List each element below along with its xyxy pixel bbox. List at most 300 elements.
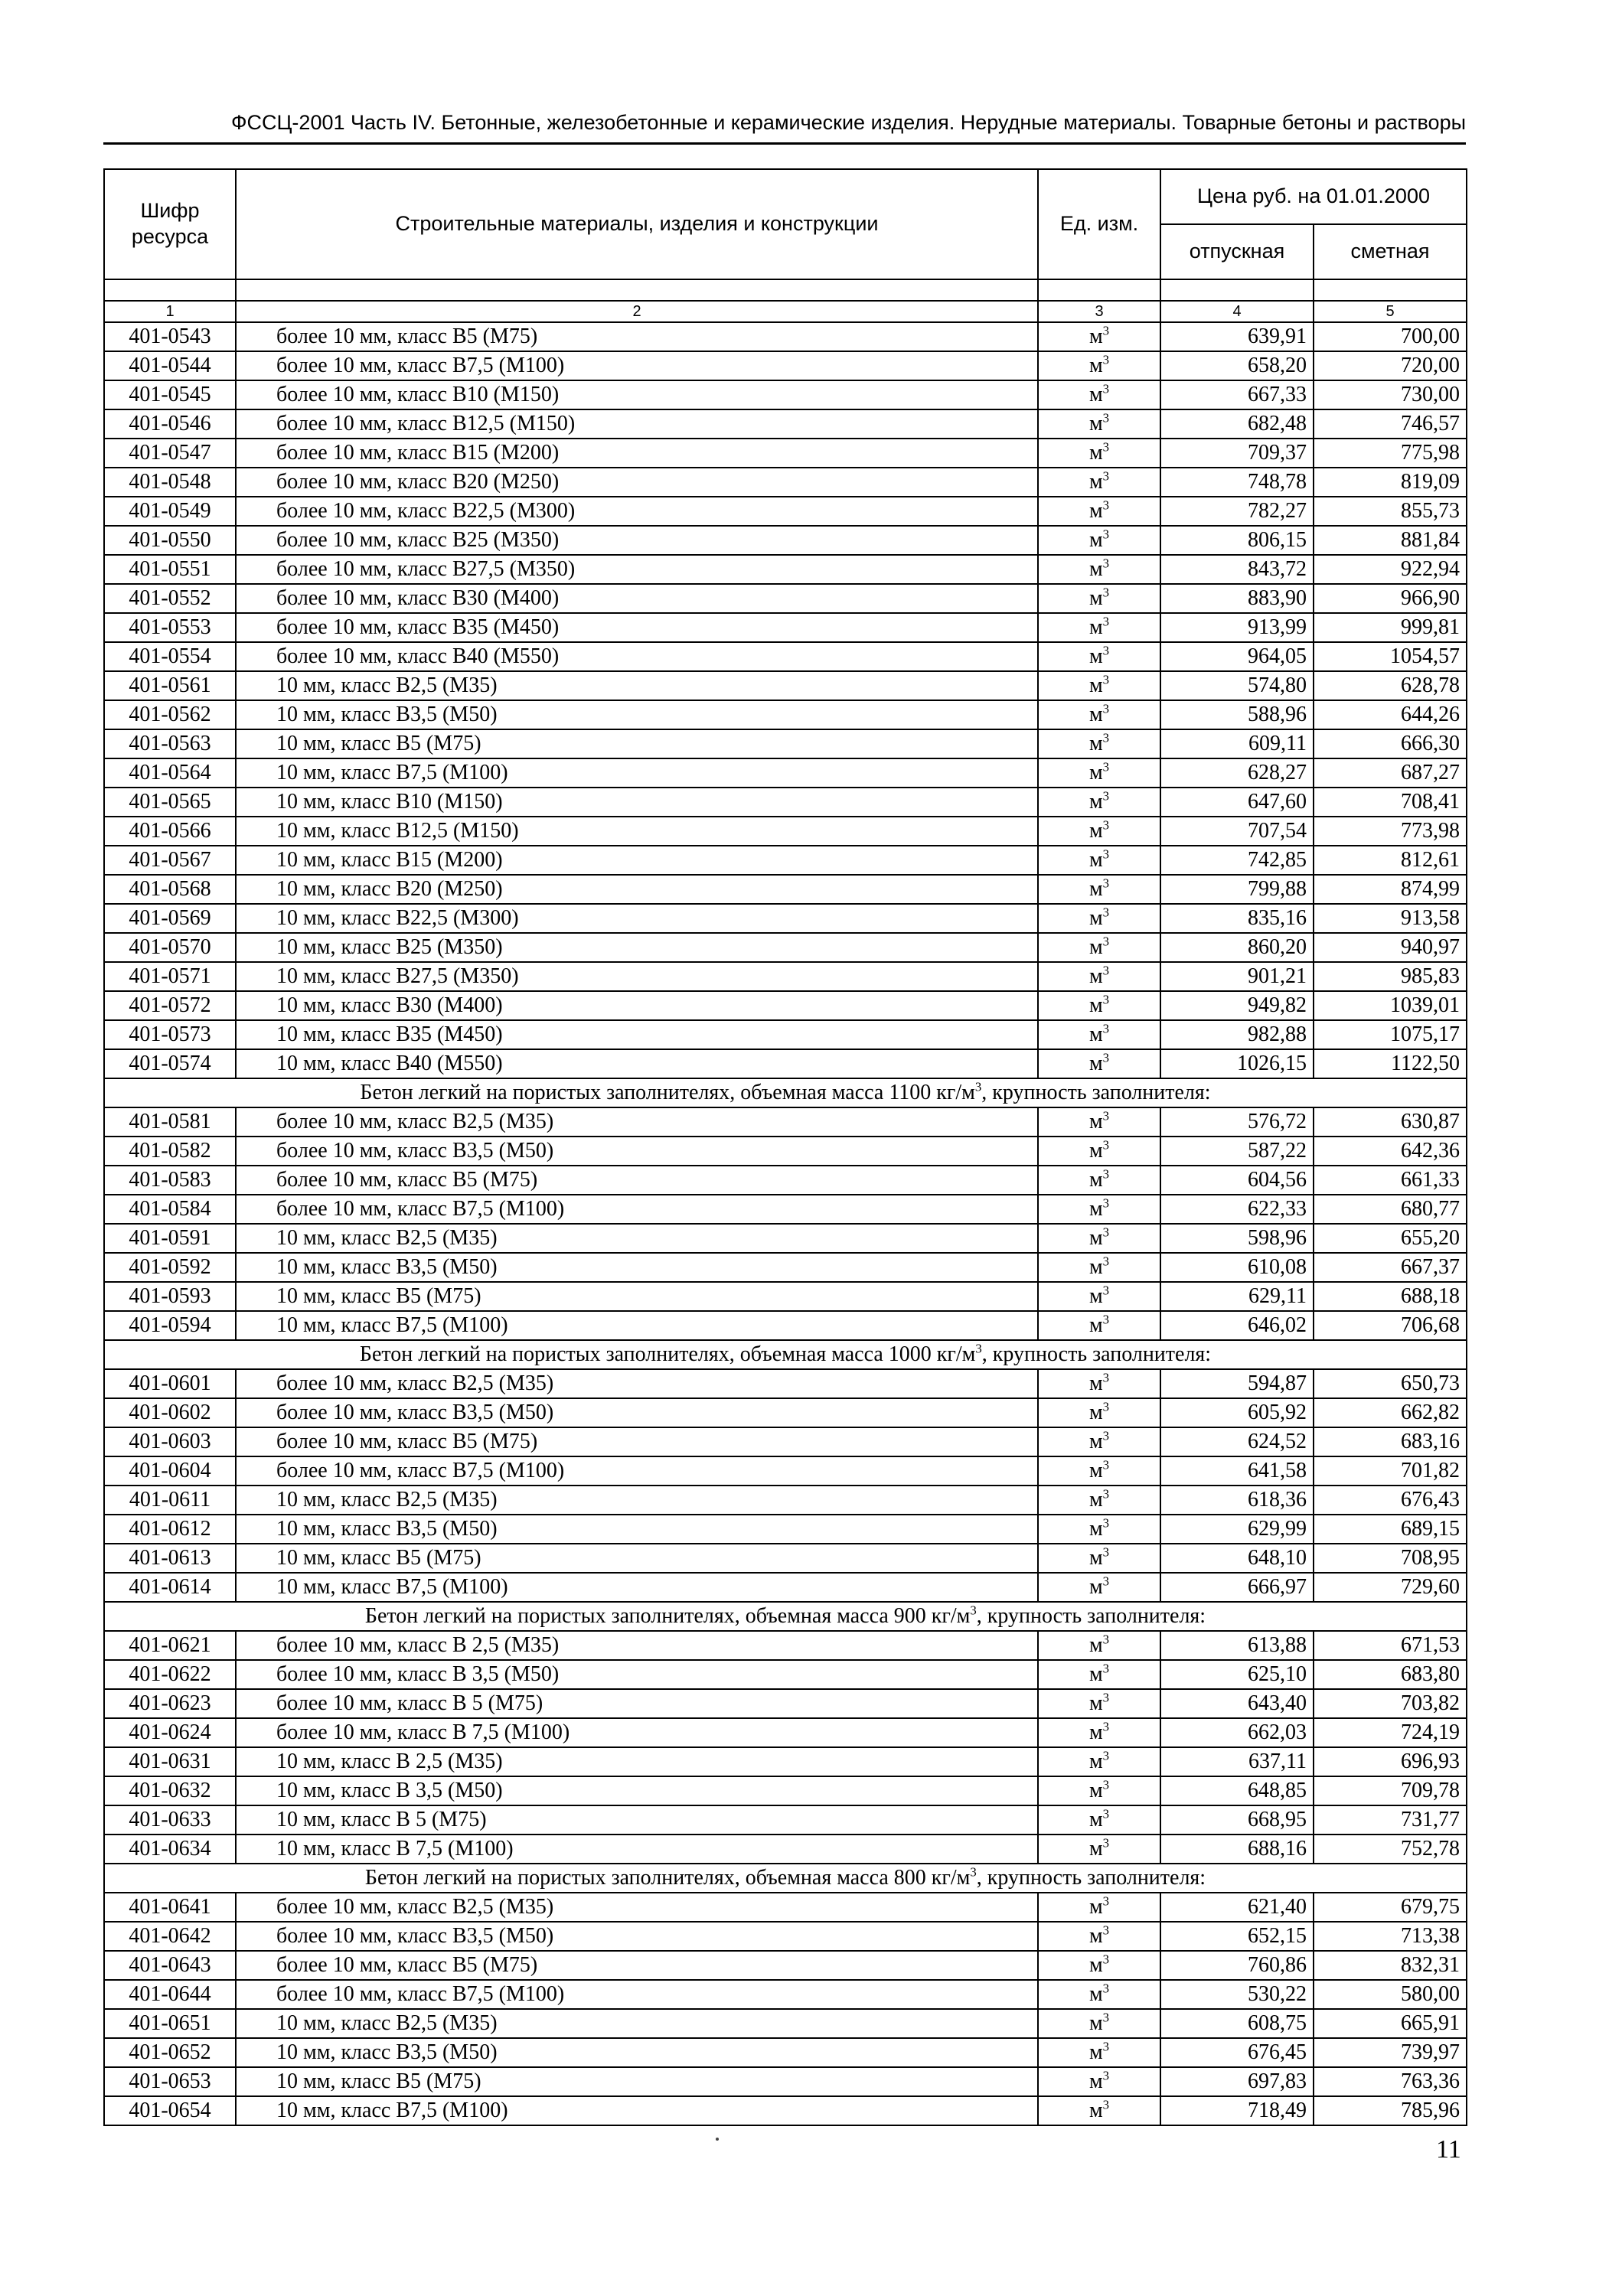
table-row [104, 1137, 1467, 1166]
unit-symbol: м [1088, 644, 1103, 668]
resource-code: 401-0611 [104, 1486, 236, 1515]
release-price: 530,22 [1160, 1980, 1314, 2009]
unit-symbol: м [1088, 1982, 1103, 2006]
unit-exponent: 3 [1102, 1370, 1110, 1385]
section-title-text: Бетон легкий на пористых заполнителях, объемная масса 900 кг/м [364, 1604, 971, 1628]
material-description: более 10 мм, класс В5 (М75) [236, 322, 1038, 351]
unit-symbol: м [1088, 1022, 1103, 1046]
material-description: более 10 мм, класс В30 (М400) [236, 584, 1038, 613]
resource-code: 401-0644 [104, 1980, 236, 2009]
header-name: Строительные материалы, изделия и конструкции [236, 169, 1038, 279]
estimate-price: 881,84 [1314, 526, 1467, 555]
unit-symbol: м [1088, 1691, 1103, 1715]
material-description: 10 мм, класс В 3,5 (М50) [236, 1776, 1038, 1805]
resource-code: 401-0624 [104, 1718, 236, 1747]
estimate-price: 667,37 [1314, 1253, 1467, 1282]
unit-symbol: м [1088, 964, 1103, 988]
price-table [103, 168, 1467, 2126]
resource-code: 401-0550 [104, 526, 236, 555]
unit-exponent: 3 [1102, 1574, 1110, 1589]
resource-code: 401-0602 [104, 1398, 236, 1427]
estimate-price: 1075,17 [1314, 1020, 1467, 1049]
table-row [104, 1427, 1467, 1456]
resource-code: 401-0544 [104, 351, 236, 380]
unit-exponent: 3 [1102, 1632, 1110, 1647]
material-description: более 10 мм, класс В22,5 (М300) [236, 497, 1038, 526]
header-code: Шифр ресурса [104, 169, 236, 279]
estimate-price: 1039,01 [1314, 991, 1467, 1020]
unit-of-measure [1038, 1311, 1160, 1340]
material-description: более 10 мм, класс В3,5 (М50) [236, 1398, 1038, 1427]
estimate-price: 701,82 [1314, 1456, 1467, 1486]
table-body [104, 322, 1467, 2125]
material-description: более 10 мм, класс В2,5 (М35) [236, 1107, 1038, 1137]
unit-of-measure [1038, 1137, 1160, 1166]
unit-symbol: м [1088, 1546, 1103, 1570]
material-description: более 10 мм, класс В7,5 (М100) [236, 1195, 1038, 1224]
material-description: более 10 мм, класс В7,5 (М100) [236, 351, 1038, 380]
release-price: 576,72 [1160, 1107, 1314, 1137]
release-price: 574,80 [1160, 671, 1314, 700]
material-description: более 10 мм, класс В5 (М75) [236, 1166, 1038, 1195]
resource-code: 401-0584 [104, 1195, 236, 1224]
unit-exponent: 3 [1102, 1050, 1110, 1065]
section-title-text: Бетон легкий на пористых заполнителях, объемная масса 1000 кг/м [359, 1342, 976, 1366]
estimate-price: 832,31 [1314, 1951, 1467, 1980]
unit-symbol: м [1088, 906, 1103, 930]
estimate-price: 644,26 [1314, 700, 1467, 729]
material-description: 10 мм, класс В15 (М200) [236, 846, 1038, 875]
estimate-price: 922,94 [1314, 555, 1467, 584]
unit-of-measure [1038, 1224, 1160, 1253]
resource-code: 401-0601 [104, 1369, 236, 1398]
unit-symbol: м [1088, 2040, 1103, 2064]
table-row [104, 758, 1467, 788]
release-price: 648,10 [1160, 1544, 1314, 1573]
resource-code: 401-0583 [104, 1166, 236, 1195]
unit-exponent: 3 [1102, 788, 1110, 804]
estimate-price: 731,77 [1314, 1805, 1467, 1835]
table-row [104, 875, 1467, 904]
unit-symbol: м [1088, 2099, 1103, 2122]
unit-of-measure [1038, 1805, 1160, 1835]
material-description: более 10 мм, класс В7,5 (М100) [236, 1456, 1038, 1486]
unit-of-measure [1038, 758, 1160, 788]
estimate-price: 628,78 [1314, 671, 1467, 700]
resource-code: 401-0569 [104, 904, 236, 933]
unit-symbol: м [1088, 1575, 1103, 1599]
unit-of-measure [1038, 1456, 1160, 1486]
table-row [104, 1573, 1467, 1602]
release-price: 964,05 [1160, 642, 1314, 671]
resource-code: 401-0551 [104, 555, 236, 584]
estimate-price: 855,73 [1314, 497, 1467, 526]
table-row [104, 409, 1467, 439]
unit-symbol: м [1088, 615, 1103, 639]
resource-code: 401-0594 [104, 1311, 236, 1340]
unit-symbol: м [1088, 499, 1103, 523]
unit-of-measure [1038, 1631, 1160, 1660]
unit-exponent: 3 [1102, 1748, 1110, 1763]
table-row [104, 1515, 1467, 1544]
unit-symbol: м [1088, 1633, 1103, 1657]
material-description: 10 мм, класс В3,5 (М50) [236, 2038, 1038, 2067]
material-description: 10 мм, класс В22,5 (М300) [236, 904, 1038, 933]
material-description: более 10 мм, класс В10 (М150) [236, 380, 1038, 409]
unit-exponent: 3 [975, 1341, 982, 1356]
material-description: 10 мм, класс В 5 (М75) [236, 1805, 1038, 1835]
unit-symbol: м [1088, 1750, 1103, 1773]
resource-code: 401-0574 [104, 1049, 236, 1078]
estimate-price: 1122,50 [1314, 1049, 1467, 1078]
release-price: 799,88 [1160, 875, 1314, 904]
unit-exponent: 3 [1102, 701, 1110, 716]
table-row [104, 1020, 1467, 1049]
release-price: 860,20 [1160, 933, 1314, 962]
release-price: 608,75 [1160, 2009, 1314, 2038]
estimate-price: 1054,57 [1314, 642, 1467, 671]
resource-code: 401-0642 [104, 1922, 236, 1951]
unit-exponent: 3 [1102, 1952, 1110, 1967]
unit-symbol: м [1088, 1895, 1103, 1919]
unit-exponent: 3 [1102, 1806, 1110, 1821]
estimate-price: 746,57 [1314, 409, 1467, 439]
release-price: 588,96 [1160, 700, 1314, 729]
unit-exponent: 3 [1102, 846, 1110, 862]
release-price: 707,54 [1160, 817, 1314, 846]
unit-symbol: м [1088, 1808, 1103, 1831]
release-price: 688,16 [1160, 1835, 1314, 1864]
column-number: 1 [104, 301, 236, 322]
table-row [104, 1166, 1467, 1195]
section-title-tail: , крупность заполнителя: [981, 1081, 1211, 1104]
unit-exponent: 3 [1102, 410, 1110, 426]
table-row [104, 1747, 1467, 1776]
unit-exponent: 3 [1102, 381, 1110, 396]
table-row [104, 1689, 1467, 1718]
table-row [104, 671, 1467, 700]
unit-of-measure [1038, 1893, 1160, 1922]
unit-of-measure [1038, 1544, 1160, 1573]
material-description: более 10 мм, класс В2,5 (М35) [236, 1893, 1038, 1922]
table-row [104, 1980, 1467, 2009]
unit-exponent: 3 [1102, 468, 1110, 484]
release-price: 613,88 [1160, 1631, 1314, 1660]
resource-code: 401-0561 [104, 671, 236, 700]
material-description: более 10 мм, класс В3,5 (М50) [236, 1922, 1038, 1951]
unit-symbol: м [1088, 1401, 1103, 1424]
table-row [104, 1805, 1467, 1835]
resource-code: 401-0604 [104, 1456, 236, 1486]
table-row [104, 1282, 1467, 1311]
unit-exponent: 3 [1102, 1195, 1110, 1211]
unit-exponent: 3 [1102, 585, 1110, 600]
resource-code: 401-0553 [104, 613, 236, 642]
estimate-price: 730,00 [1314, 380, 1467, 409]
unit-of-measure [1038, 1835, 1160, 1864]
estimate-price: 666,30 [1314, 729, 1467, 758]
unit-exponent: 3 [1102, 759, 1110, 775]
table-row [104, 904, 1467, 933]
unit-symbol: м [1088, 1284, 1103, 1308]
unit-symbol: м [1088, 325, 1103, 348]
release-price: 652,15 [1160, 1922, 1314, 1951]
estimate-price: 662,82 [1314, 1398, 1467, 1427]
section-title [104, 1602, 1467, 1631]
table-row [104, 1486, 1467, 1515]
unit-exponent: 3 [1102, 352, 1110, 367]
unit-symbol: м [1088, 877, 1103, 901]
section-title [104, 1078, 1467, 1107]
unit-exponent: 3 [1102, 672, 1110, 687]
unit-symbol: м [1088, 1139, 1103, 1163]
material-description: 10 мм, класс В3,5 (М50) [236, 1253, 1038, 1282]
page-number: 11 [1436, 2135, 1461, 2164]
table-row [104, 555, 1467, 584]
table-row [104, 1224, 1467, 1253]
resource-code: 401-0652 [104, 2038, 236, 2067]
unit-exponent: 3 [1102, 730, 1110, 745]
material-description: более 10 мм, класс В 5 (М75) [236, 1689, 1038, 1718]
unit-exponent: 3 [1102, 1283, 1110, 1298]
table-row [104, 1369, 1467, 1398]
unit-exponent: 3 [1102, 817, 1110, 833]
unit-symbol: м [1088, 1837, 1103, 1861]
resource-code: 401-0634 [104, 1835, 236, 1864]
table-row [104, 962, 1467, 991]
resource-code: 401-0552 [104, 584, 236, 613]
estimate-price: 700,00 [1314, 322, 1467, 351]
material-description: 10 мм, класс В7,5 (М100) [236, 1573, 1038, 1602]
resource-code: 401-0554 [104, 642, 236, 671]
release-price: 949,82 [1160, 991, 1314, 1020]
unit-exponent: 3 [1102, 1312, 1110, 1327]
table-row [104, 526, 1467, 555]
material-description: 10 мм, класс В7,5 (М100) [236, 758, 1038, 788]
resource-code: 401-0592 [104, 1253, 236, 1282]
release-price: 625,10 [1160, 1660, 1314, 1689]
estimate-price: 940,97 [1314, 933, 1467, 962]
material-description: 10 мм, класс В2,5 (М35) [236, 1486, 1038, 1515]
unit-of-measure [1038, 322, 1160, 351]
table-row [104, 1660, 1467, 1689]
release-price: 621,40 [1160, 1893, 1314, 1922]
resource-code: 401-0632 [104, 1776, 236, 1805]
estimate-price: 773,98 [1314, 817, 1467, 846]
unit-exponent: 3 [1102, 1166, 1110, 1182]
unit-symbol: м [1088, 732, 1103, 755]
resource-code: 401-0603 [104, 1427, 236, 1456]
estimate-price: 655,20 [1314, 1224, 1467, 1253]
unit-symbol: м [1088, 1953, 1103, 1977]
estimate-price: 680,77 [1314, 1195, 1467, 1224]
unit-symbol: м [1088, 412, 1103, 435]
estimate-price: 785,96 [1314, 2096, 1467, 2125]
unit-symbol: м [1088, 557, 1103, 581]
estimate-price: 985,83 [1314, 962, 1467, 991]
scan-artifact-dot [716, 2138, 719, 2141]
release-price: 676,45 [1160, 2038, 1314, 2067]
column-number: 4 [1160, 301, 1314, 322]
table-row [104, 351, 1467, 380]
unit-of-measure [1038, 2009, 1160, 2038]
header-price-group: Цена руб. на 01.01.2000 [1160, 169, 1467, 224]
resource-code: 401-0572 [104, 991, 236, 1020]
release-price: 609,11 [1160, 729, 1314, 758]
unit-of-measure [1038, 2067, 1160, 2096]
estimate-price: 752,78 [1314, 1835, 1467, 1864]
release-price: 594,87 [1160, 1369, 1314, 1398]
release-price: 913,99 [1160, 613, 1314, 642]
unit-symbol: м [1088, 1313, 1103, 1337]
unit-symbol: м [1088, 1924, 1103, 1948]
resource-code: 401-0623 [104, 1689, 236, 1718]
unit-exponent: 3 [1102, 1457, 1110, 1473]
unit-exponent: 3 [1102, 1719, 1110, 1734]
resource-code: 401-0612 [104, 1515, 236, 1544]
material-description: 10 мм, класс В5 (М75) [236, 1282, 1038, 1311]
release-price: 748,78 [1160, 468, 1314, 497]
table-row [104, 1195, 1467, 1224]
unit-symbol: м [1088, 935, 1103, 959]
estimate-price: 775,98 [1314, 439, 1467, 468]
unit-of-measure [1038, 1776, 1160, 1805]
unit-of-measure [1038, 933, 1160, 962]
unit-symbol: м [1088, 441, 1103, 465]
unit-of-measure [1038, 671, 1160, 700]
unit-symbol: м [1088, 354, 1103, 377]
release-price: 622,33 [1160, 1195, 1314, 1224]
unit-exponent: 3 [1102, 1777, 1110, 1792]
unit-of-measure [1038, 1049, 1160, 1078]
unit-of-measure [1038, 1282, 1160, 1311]
column-number: 3 [1038, 301, 1160, 322]
unit-exponent: 3 [1102, 1661, 1110, 1676]
unit-of-measure [1038, 584, 1160, 613]
release-price: 709,37 [1160, 439, 1314, 468]
unit-exponent: 3 [1102, 1225, 1110, 1240]
release-price: 843,72 [1160, 555, 1314, 584]
section-title [104, 1864, 1467, 1893]
table-row [104, 1922, 1467, 1951]
unit-of-measure [1038, 1253, 1160, 1282]
column-numbers-row [104, 301, 1467, 322]
unit-of-measure [1038, 1660, 1160, 1689]
unit-symbol: м [1088, 848, 1103, 872]
unit-symbol: м [1088, 528, 1103, 552]
material-description: 10 мм, класс В10 (М150) [236, 788, 1038, 817]
resource-code: 401-0567 [104, 846, 236, 875]
release-price: 697,83 [1160, 2067, 1314, 2096]
unit-symbol: м [1088, 383, 1103, 406]
estimate-price: 713,38 [1314, 1922, 1467, 1951]
estimate-price: 729,60 [1314, 1573, 1467, 1602]
estimate-price: 703,82 [1314, 1689, 1467, 1718]
resource-code: 401-0573 [104, 1020, 236, 1049]
material-description: более 10 мм, класс В 2,5 (М35) [236, 1631, 1038, 1660]
header-release-price: отпускная [1160, 224, 1314, 279]
resource-code: 401-0631 [104, 1747, 236, 1776]
unit-of-measure [1038, 817, 1160, 846]
unit-of-measure [1038, 788, 1160, 817]
unit-of-measure [1038, 962, 1160, 991]
material-description: более 10 мм, класс В3,5 (М50) [236, 1137, 1038, 1166]
table-row [104, 2067, 1467, 2096]
unit-exponent: 3 [970, 1603, 977, 1618]
table-row [104, 1049, 1467, 1078]
unit-symbol: м [1088, 673, 1103, 697]
unit-of-measure [1038, 1573, 1160, 1602]
estimate-price: 913,58 [1314, 904, 1467, 933]
column-number: 5 [1314, 301, 1467, 322]
material-description: 10 мм, класс В20 (М250) [236, 875, 1038, 904]
release-price: 604,56 [1160, 1166, 1314, 1195]
unit-symbol: м [1088, 761, 1103, 784]
unit-of-measure [1038, 875, 1160, 904]
table-row [104, 1631, 1467, 1660]
release-price: 605,92 [1160, 1398, 1314, 1427]
table-row [104, 700, 1467, 729]
estimate-price: 696,93 [1314, 1747, 1467, 1776]
resource-code: 401-0581 [104, 1107, 236, 1137]
material-description: 10 мм, класс В7,5 (М100) [236, 2096, 1038, 2125]
resource-code: 401-0641 [104, 1893, 236, 1922]
unit-exponent: 3 [1102, 497, 1110, 513]
table-row [104, 2038, 1467, 2067]
section-title-text: Бетон легкий на пористых заполнителях, объемная масса 1100 кг/м [360, 1081, 975, 1104]
section-title-text: Бетон легкий на пористых заполнителях, объемная масса 800 кг/м [364, 1866, 971, 1890]
resource-code: 401-0563 [104, 729, 236, 758]
unit-of-measure [1038, 555, 1160, 584]
unit-exponent: 3 [1102, 1981, 1110, 1996]
release-price: 629,11 [1160, 1282, 1314, 1311]
resource-code: 401-0654 [104, 2096, 236, 2125]
release-price: 682,48 [1160, 409, 1314, 439]
material-description: 10 мм, класс В 2,5 (М35) [236, 1747, 1038, 1776]
table-row [104, 1107, 1467, 1137]
unit-of-measure [1038, 1922, 1160, 1951]
unit-of-measure [1038, 1515, 1160, 1544]
unit-of-measure [1038, 1980, 1160, 2009]
estimate-price: 676,43 [1314, 1486, 1467, 1515]
unit-symbol: м [1088, 1517, 1103, 1541]
release-price: 643,40 [1160, 1689, 1314, 1718]
resource-code: 401-0546 [104, 409, 236, 439]
resource-code: 401-0614 [104, 1573, 236, 1602]
unit-exponent: 3 [1102, 1544, 1110, 1560]
unit-exponent: 3 [1102, 876, 1110, 891]
running-header [103, 108, 1466, 145]
unit-exponent: 3 [1102, 905, 1110, 920]
table-row [104, 1398, 1467, 1427]
unit-exponent: 3 [1102, 2010, 1110, 2025]
release-price: 639,91 [1160, 322, 1314, 351]
resource-code: 401-0548 [104, 468, 236, 497]
unit-exponent: 3 [1102, 1108, 1110, 1124]
unit-symbol: м [1088, 1110, 1103, 1133]
unit-of-measure [1038, 1020, 1160, 1049]
unit-exponent: 3 [1102, 527, 1110, 542]
unit-exponent: 3 [974, 1079, 982, 1094]
estimate-price: 683,80 [1314, 1660, 1467, 1689]
material-description: более 10 мм, класс В12,5 (М150) [236, 409, 1038, 439]
resource-code: 401-0562 [104, 700, 236, 729]
material-description: более 10 мм, класс В27,5 (М350) [236, 555, 1038, 584]
section-row [104, 1864, 1467, 1893]
material-description: 10 мм, класс В5 (М75) [236, 729, 1038, 758]
material-description: более 10 мм, класс В35 (М450) [236, 613, 1038, 642]
resource-code: 401-0582 [104, 1137, 236, 1166]
